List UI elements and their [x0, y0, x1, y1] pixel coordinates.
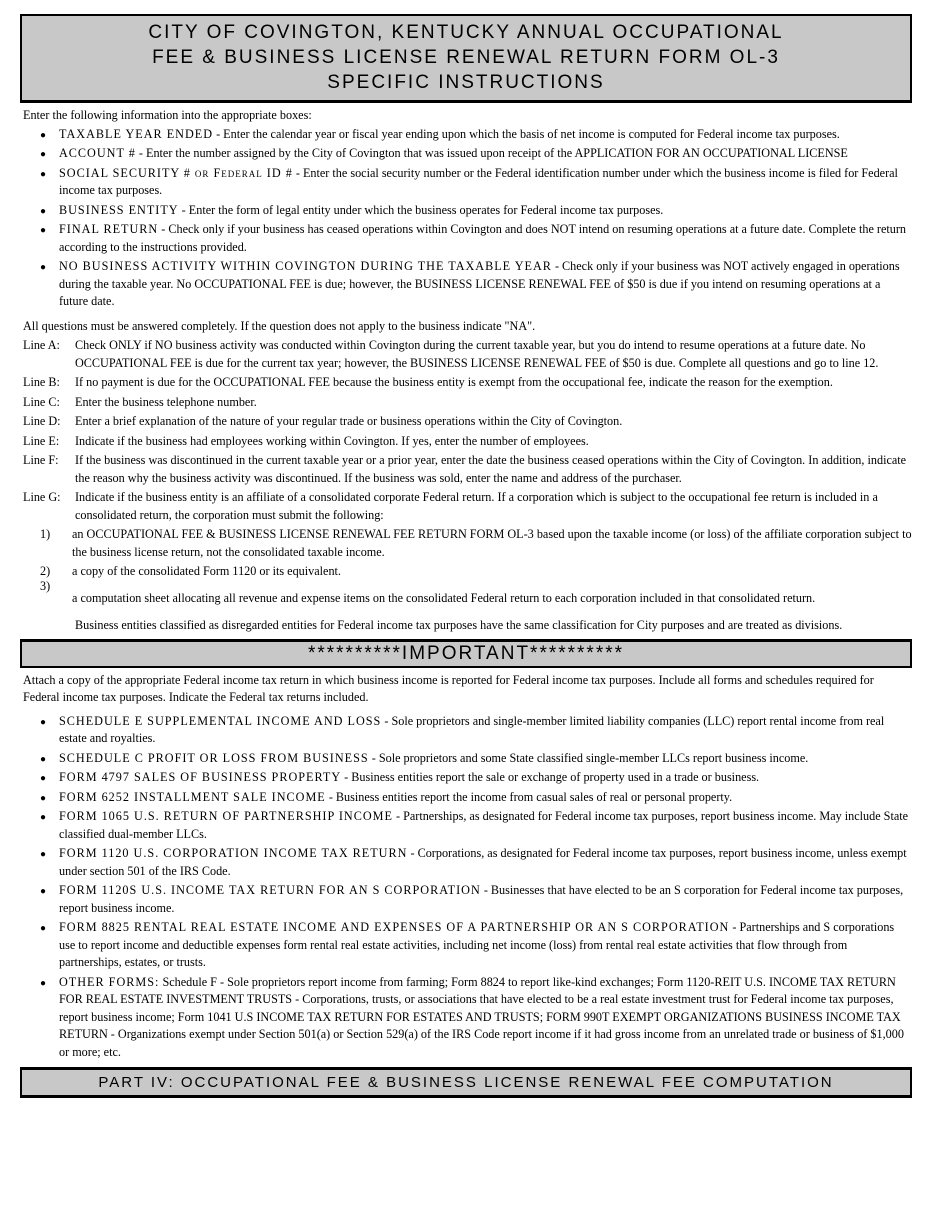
- form-item: [20, 789, 912, 807]
- line-g-number: 3): [40, 578, 51, 593]
- line-item: [20, 489, 912, 524]
- box-instructions-list: [20, 126, 912, 311]
- title-line-1: CITY OF COVINGTON, KENTUCKY ANNUAL OCCUPATIONAL: [148, 22, 784, 43]
- form-text: - Sole proprietors and single-member limited liability companies (LLC) report rental income from real estate and royalties.: [59, 713, 885, 745]
- box-term: BUSINESS ENTITY: [59, 202, 179, 217]
- form-term: SCHEDULE E SUPPLEMENTAL INCOME AND LOSS: [59, 713, 382, 728]
- line-text: If the business was discontinued in the current taxable year or a prior year, enter the date the business ceased operations within the City of Covington. In addition, indicate the reason why the business activity was discontinued. If the business was sold, enter the name and address of the purchaser.: [75, 453, 907, 485]
- title-line-2: FEE & BUSINESS LICENSE RENEWAL RETURN FORM OL-3: [152, 47, 780, 68]
- line-label: Line A:: [23, 338, 60, 352]
- form-term: FORM 6252 INSTALLMENT SALE INCOME: [59, 789, 326, 804]
- intro-text: Enter the following information into the appropriate boxes:: [23, 108, 312, 122]
- box-term: SOCIAL SECURITY # or Federal ID #: [59, 165, 293, 180]
- form-item: [20, 974, 912, 1062]
- form-term: FORM 8825 RENTAL REAL ESTATE INCOME AND EXPENSES OF A PARTNERSHIP OR AN S CORPORATION: [59, 920, 730, 934]
- box-term: FINAL RETURN: [59, 222, 159, 236]
- instructions-body: [20, 107, 912, 635]
- line-label: Line D:: [23, 414, 61, 428]
- line-item: [20, 337, 912, 372]
- form-item: [20, 845, 912, 880]
- disregarded-entities-note: Business entities classified as disregarded entities for Federal income tax purposes have the same classification for City purposes and are treated as divisions.: [75, 618, 843, 632]
- form-item: [20, 713, 912, 748]
- line-label: Line F:: [23, 453, 59, 467]
- line-label: Line C:: [23, 394, 60, 409]
- form-item: [20, 750, 912, 768]
- box-text: - Enter the calendar year or fiscal year ending upon which the basis of net income is computed for Federal income tax purposes.: [213, 126, 840, 141]
- instructions-page: [20, 14, 912, 1098]
- box-term: TAXABLE YEAR ENDED: [59, 126, 214, 141]
- form-term: OTHER FORMS:: [59, 974, 160, 989]
- line-text: Indicate if the business had employees working within Covington. If yes, enter the number of employees.: [75, 433, 589, 448]
- box-text: - Enter the social security number or the Federal identification number under which the business income is filed for Federal income tax purposes.: [59, 165, 898, 197]
- form-text: - Partnerships, as designated for Federal income tax purposes, report business income. May include State classified dual-member LLCs.: [59, 809, 909, 841]
- line-item: [20, 413, 912, 431]
- line-instructions: [20, 337, 912, 607]
- line-text: Check ONLY if NO business activity was conducted within Covington during the current taxable year, but you do intend to resume operations at a future date. No OCCUPATIONAL FEE is due for the current tax year; however, the BUSINESS LICENSE RENEWAL FEE of $50 is due. Complete all questions and go to line 12.: [75, 338, 879, 370]
- box-item: [20, 145, 912, 163]
- box-text: - Check only if your business was NOT actively engaged in operations during the taxable year. No OCCUPATIONAL FEE is due; however, the BUSINESS LICENSE RENEWAL FEE of $50 is due if you intend on resuming operations at a future date.: [59, 259, 900, 308]
- line-text: Indicate if the business entity is an affiliate of a consolidated corporate Federal return. If a corporation which is subject to the occupational fee return is included in a consolidated return, the corporation must submit the following:: [75, 490, 878, 522]
- box-term: ACCOUNT #: [59, 146, 136, 160]
- box-term: NO BUSINESS ACTIVITY WITHIN COVINGTON DURING THE TAXABLE YEAR: [59, 259, 552, 273]
- box-item: [20, 202, 912, 220]
- line-label: Line B:: [23, 375, 60, 389]
- box-text: - Check only if your business has ceased operations within Covington and does NOT intend on resuming operations at a future date. Complete the return according to the instructions provided.: [59, 222, 907, 254]
- line-g-item: [20, 526, 912, 561]
- title-line-3: SPECIFIC INSTRUCTIONS: [327, 72, 605, 93]
- form-item: [20, 808, 912, 843]
- part-iv-banner: PART IV: OCCUPATIONAL FEE & BUSINESS LICENSE RENEWAL FEE COMPUTATION: [20, 1067, 912, 1098]
- line-g-number: 1): [40, 527, 51, 541]
- line-text: Enter the business telephone number.: [75, 394, 257, 409]
- form-term: FORM 1065 U.S. RETURN OF PARTNERSHIP INCOME: [59, 809, 393, 823]
- line-g-item: [20, 578, 912, 608]
- line-item: [20, 433, 912, 451]
- important-banner: **********IMPORTANT**********: [20, 639, 912, 668]
- form-item: [20, 769, 912, 787]
- form-term: SCHEDULE C PROFIT OR LOSS FROM BUSINESS: [59, 750, 369, 765]
- form-term: FORM 4797 SALES OF BUSINESS PROPERTY: [59, 770, 342, 784]
- box-text: - Enter the number assigned by the City of Covington that was issued upon receipt of the APPLICATION FOR AN OCCUPATIONAL LICENSE: [135, 146, 848, 160]
- box-item: [20, 258, 912, 311]
- form-item: [20, 919, 912, 972]
- line-text: If no payment is due for the OCCUPATIONAL FEE because the business entity is exempt from the occupational fee, indicate the reason for the exemption.: [75, 375, 833, 389]
- line-text: Enter a brief explanation of the nature of your regular trade or business operations within the City of Covington.: [75, 414, 623, 428]
- line-g-text: a copy of the consolidated Form 1120 or its equivalent.: [72, 564, 341, 578]
- title-box: [20, 14, 912, 103]
- questions-note: All questions must be answered completely. If the question does not apply to the business indicate "NA".: [23, 318, 536, 333]
- box-item: [20, 126, 912, 144]
- form-term: FORM 1120S U.S. INCOME TAX RETURN FOR AN S CORPORATION: [59, 883, 481, 897]
- line-g-item: [20, 563, 912, 581]
- line-label: Line E:: [23, 433, 60, 448]
- box-item: [20, 165, 912, 200]
- form-text: - Corporations, as designated for Federal income tax purposes, report business income, unless exempt under section 501 of the IRS Code.: [59, 846, 907, 878]
- line-item: [20, 394, 912, 412]
- line-g-number: 2): [40, 564, 51, 578]
- box-item: [20, 221, 912, 256]
- form-text: Schedule F - Sole proprietors report income from farming; Form 8824 to report like-kind exchanges; Form 1120-REIT U.S. INCOME TAX RETURN FOR REAL ESTATE INVESTMENT TRUSTS - Corporations, trusts, or associations that have elected to be a real estate investment trust for Federal income tax purposes, report business income; Form 1041 U.S INCOME TAX RETURN FOR ESTATES AND TRUSTS; FORM 990T EXEMPT ORGANIZATIONS BUSINESS INCOME TAX RETURN - Organizations exempt under Section 501(a) or Section 529(a) of the IRS Code report income if it had gross income from an unrelated trade or business of $1,000 or more; etc.: [59, 974, 904, 1059]
- form-text: - Sole proprietors and some State classified single-member LLCs report business income.: [368, 750, 809, 765]
- line-g-text: a computation sheet allocating all revenue and expense items on the consolidated Federal return to each corporation included in that consolidated return.: [72, 590, 816, 605]
- form-text: - Business entities report the sale or exchange of property used in a trade or business.: [341, 770, 760, 784]
- form-term: FORM 1120 U.S. CORPORATION INCOME TAX RETURN: [59, 846, 408, 860]
- form-text: - Partnerships and S corporations use to report income and deductible expenses form rental real estate activities, including net income (loss) from rental real estate activities that flow through from partnerships, estates, or trusts.: [59, 920, 895, 969]
- forms-section: [20, 672, 912, 1062]
- federal-forms-list: [20, 713, 912, 1062]
- form-text: - Business entities report the income from casual sales of real or personal property.: [325, 789, 733, 804]
- line-item: [20, 452, 912, 487]
- line-label: Line G:: [23, 490, 61, 504]
- box-text: - Enter the form of legal entity under which the business operates for Federal income tax purposes.: [178, 202, 664, 217]
- form-item: [20, 882, 912, 917]
- important-text: Attach a copy of the appropriate Federal income tax return in which business income is reported for Federal income tax purposes. Include all forms and schedules required for Federal income tax purposes. Indicate the Federal tax returns included.: [23, 672, 874, 704]
- form-text: - Businesses that have elected to be an S corporation for Federal income tax purposes, report business income.: [59, 883, 904, 915]
- line-item: [20, 374, 912, 392]
- line-g-text: an OCCUPATIONAL FEE & BUSINESS LICENSE RENEWAL FEE RETURN FORM OL-3 based upon the taxable income (or loss) of the affiliate corporation subject to the business license return, not the consolidated taxable income.: [72, 527, 912, 559]
